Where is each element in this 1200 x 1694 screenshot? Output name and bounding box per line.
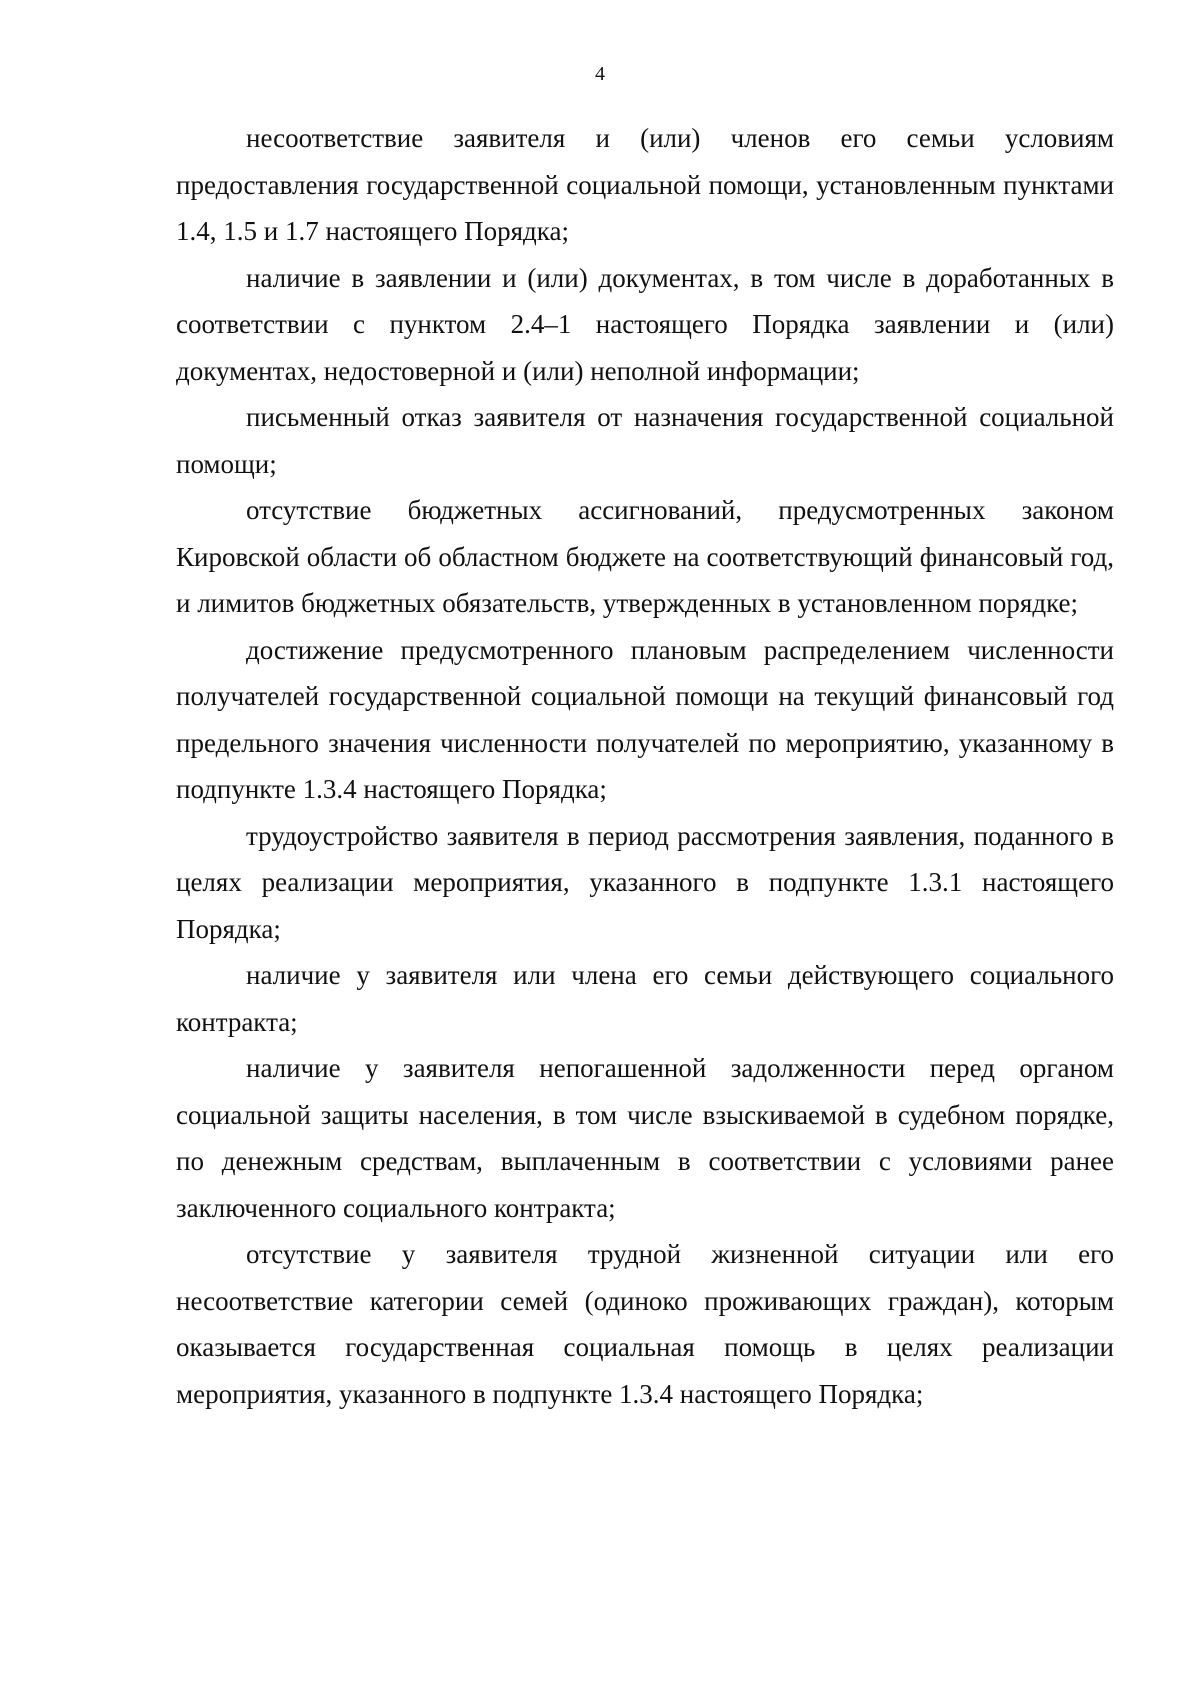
paragraph-8: наличие у заявителя непогашенной задолженности перед органом социальной защиты населения, в том числе взыскиваемой в судебном порядке, по денежным средствам, выплаченным в соответствии с условиями ранее заключенного социального контракта; (176, 1053, 1114, 1223)
paragraph-6: трудоустройство заявителя в период рассмотрения заявления, поданного в целях реализации мероприятия, указанного в подпункте 1.3.1 настоящего Порядка; (176, 820, 1114, 944)
paragraph-3: письменный отказ заявителя от назначения государственной социальной помощи; (176, 402, 1114, 479)
paragraph-1: несоответствие заявителя и (или) членов его семьи условиям предоставления государственной социальной помощи, установленным пунктами 1.4, 1.5 и 1.7 настоящего Порядка; (176, 123, 1114, 246)
paragraph-4: отсутствие бюджетных ассигнований, предусмотренных законом Кировской области об областном бюджете на соответствующий финансовый год, и лимитов бюджетных обязательств, утвержденных в установленном порядке; (176, 495, 1114, 618)
document-body (176, 115, 1114, 1417)
paragraph-9: отсутствие у заявителя трудной жизненной ситуации или его несоответствие категории семей (одиноко проживающих граждан), которым оказывается государственная социальная помощь в целях реализации мероприятия, указанного в подпункте 1.3.4 настоящего Порядка; (176, 1239, 1114, 1409)
paragraph-7: наличие у заявителя или члена его семьи действующего социального контракта; (176, 960, 1114, 1037)
page-number: 4 (595, 63, 605, 85)
paragraph-2: наличие в заявлении и (или) документах, в том числе в доработанных в соответствии с пунктом 2.4–1 настоящего Порядка заявлении и (или) документах, недостоверной и (или) неполной информации; (176, 262, 1114, 386)
paragraph-5: достижение предусмотренного плановым распределением численности получателей государственной социальной помощи на текущий финансовый год предельного значения численности получателей по мероприятию, указанному в подпункте 1.3.4 настоящего Порядка; (176, 634, 1114, 804)
